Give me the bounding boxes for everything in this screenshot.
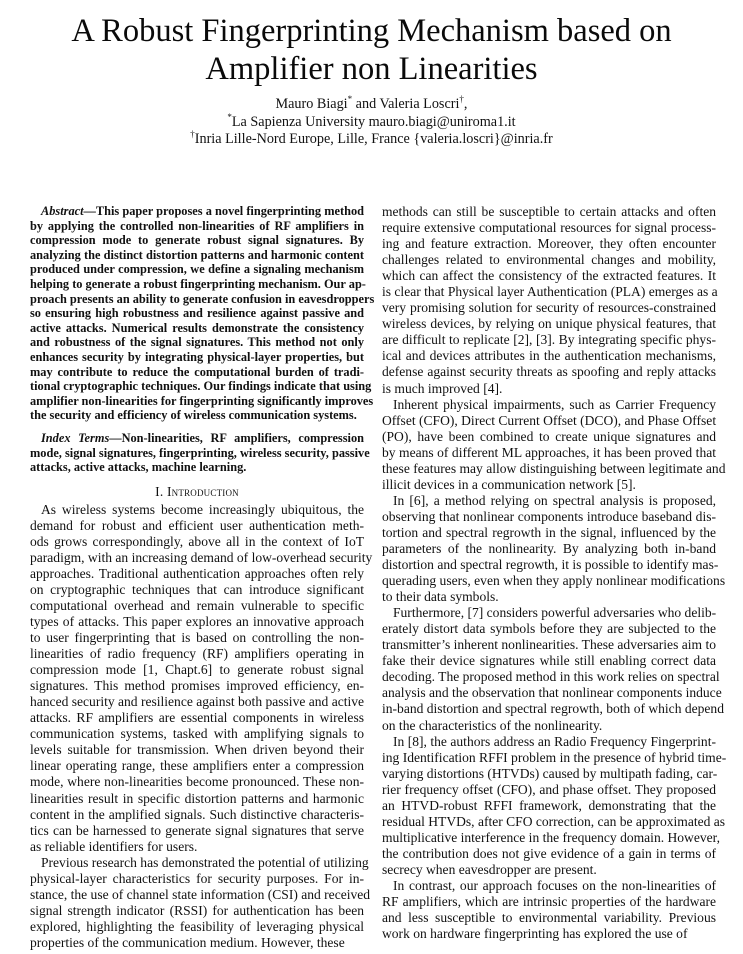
text-line: to their data symbols. — [382, 589, 499, 605]
text-line: linearities result in specific distortion patterns and harmonic — [30, 790, 364, 806]
author-line — [0, 96, 743, 114]
text-line: varying distortions (HTVDs) caused by multipath fading, car- — [382, 765, 718, 781]
text-line: Index Terms—Non-linearities, RF amplifiers, compression — [41, 430, 364, 445]
text-line: in-band distortion and spectral regrowth, both of which depend — [382, 701, 724, 717]
paragraph — [30, 204, 375, 423]
text-line: rier frequency offset (CFO), and phase offset. They proposed — [382, 781, 716, 797]
text-line: produced under compression, we define a signaling mechanism — [30, 262, 364, 277]
text-line: may contribute to reduce the computational burden of tradi- — [30, 364, 364, 379]
affiliation-mark: * — [227, 111, 232, 122]
text-line: linearities of radio frequency (RF) amplifiers operating in — [30, 646, 364, 662]
text-line: (PO), have been combined to create unique signatures and — [382, 428, 716, 444]
text-line: physical-layer characteristics for security purposes. For in- — [30, 870, 364, 886]
paragraph — [382, 605, 724, 733]
author-trail: , — [463, 96, 468, 112]
text-line: tics can be harnessed to generate signal signatures that serve — [30, 822, 364, 838]
text-line: decoding. The proposed method in this work relies on spectral — [382, 669, 720, 685]
paper-title — [0, 12, 743, 88]
text-line: multiplicative interference in the frequency domain. However, — [382, 829, 720, 845]
text-line: an HTVD-robust RFFI framework, demonstrating that the — [382, 797, 716, 813]
text-line: levels suitable for transmission. When driven beyond their — [30, 742, 364, 758]
affiliation-text: Inria Lille-Nord Europe, Lille, France {valeria.loscri}@inria.fr — [194, 131, 553, 147]
text-line: as reliable identifiers for users. — [30, 838, 198, 854]
text-line: the contribution does not give evidence of a gain in terms of — [382, 845, 716, 861]
text-line: As wireless systems become increasingly ubiquitous, the — [41, 501, 364, 517]
text-line: enhances security by integrating physical-layer properties, but — [30, 349, 364, 364]
text-line: so ensuring high robustness and resilience against passive and — [30, 306, 364, 321]
text-line: is much improved [4]. — [382, 380, 503, 396]
text-line: Offset (CFO), Direct Current Offset (DCO), and Phase Offset — [382, 412, 717, 428]
text-line: types of attacks. This paper explores an innovative approach — [30, 614, 364, 630]
right-column — [382, 204, 727, 942]
text-line: which can affect the consistency of the extracted features. It — [382, 268, 716, 284]
text-line: Furthermore, [7] considers powerful adversaries who delib- — [393, 605, 717, 621]
text-line: methods can still be susceptible to certain attacks and often — [382, 204, 716, 219]
affiliation-mark: * — [347, 94, 353, 104]
text-line: by applying the controlled non-linearities of RF amplifiers in — [30, 218, 364, 233]
text-line: properties of the communication medium. However, these — [30, 934, 345, 950]
text-line: linear operating range, these amplifiers enter a compression — [30, 758, 364, 774]
text-line: observing that nonlinear components introduce baseband dis- — [382, 508, 716, 524]
author-name: Mauro Biagi — [275, 96, 348, 112]
text-line: mode, where non-linearities become pronounced. These non- — [30, 774, 364, 790]
text-line: residual HTVDs, after CFO correction, can be approximated as — [382, 813, 726, 829]
text-line: to user fingerprinting that is based on controlling the non- — [30, 630, 364, 646]
text-line: defense against security threats as spoofing and reply attacks — [382, 364, 716, 380]
text-line: fake their device signatures while still enabling correct data — [382, 653, 716, 669]
paragraph — [382, 204, 716, 397]
author-block — [0, 96, 743, 149]
text-line: and robustness of the signal signatures. This method not only — [30, 335, 364, 350]
paragraph — [382, 492, 726, 605]
text-line: Inherent physical impairments, such as Carrier Frequency — [393, 396, 716, 412]
text-line: work on hardware fingerprinting has explored the use of — [382, 926, 688, 942]
text-line: illicit devices in a communication network [5]. — [382, 476, 636, 492]
text-line: stance, the use of channel state information (CSI) and received — [30, 886, 371, 902]
paragraph — [30, 854, 371, 951]
text-line: paradigm, with an increasing demand of low-overhead security — [30, 549, 373, 565]
text-line: on cryptographic techniques that can introduce significant — [30, 581, 364, 597]
text-line: very promising solution for security of resources-constrained — [382, 300, 716, 316]
title-line-1: A Robust Fingerprinting Mechanism based on — [71, 13, 672, 49]
section-heading: I. Introduction — [155, 483, 239, 499]
text-line: require extensive computational resources for signal process- — [382, 220, 716, 236]
text-line: approaches. Traditional authentication approaches often rely — [30, 565, 364, 581]
text-line: In [8], the authors address an Radio Frequency Fingerprint- — [393, 733, 716, 749]
text-line: demand for robust and efficient user authentication meth- — [30, 517, 364, 533]
affiliation-1 — [0, 111, 743, 132]
text-line: attacks, active attacks, machine learning. — [30, 460, 247, 475]
title-line-2: Amplifier non Linearities — [205, 51, 538, 87]
text-line: querading users, even when they apply nonlinear modifications — [382, 573, 726, 589]
paragraph — [382, 878, 716, 942]
text-line: communication systems, tasked with amplifying signals to — [30, 726, 364, 742]
paragraph — [382, 733, 727, 878]
text-line: signatures. This method promises improved efficiency, en- — [30, 678, 364, 694]
text-line: In [6], a method relying on spectral analysis is proposed, — [393, 492, 716, 508]
text-line: proach presents an ability to generate confusion in eavesdroppers — [30, 291, 375, 306]
text-line: ical and devices attributes in the authentication mechanisms, — [382, 348, 716, 364]
index-terms-label: Index Terms — [41, 430, 110, 445]
text-line: and less susceptible to environmental variability. Previous — [382, 910, 716, 926]
text-line: on the characteristics of the nonlinearity. — [382, 717, 603, 733]
text-line: ods grows correspondingly, above all in the context of IoT — [30, 533, 364, 549]
author-name: Valeria Loscri — [379, 96, 460, 112]
text-line: erately distort data symbols before they are subjected to the — [382, 621, 716, 637]
text-line: active attacks. Numerical results demonstrate the consistency — [30, 320, 364, 335]
text-line: tortion and spectral regrowth in the signal, influenced by the — [382, 524, 716, 540]
text-line: analysis and the observation that nonlinear components induce — [382, 685, 722, 701]
author-connector: and — [352, 96, 380, 112]
text-line: attacks. RF amplifiers are essential components in wireless — [30, 710, 364, 726]
text-line: RF amplifiers, which are intrinsic properties of the hardware — [382, 894, 716, 910]
text-line: transmitter’s inherent nonlinearities. These adversaries aim to — [382, 637, 716, 653]
text-line: Previous research has demonstrated the potential of utilizing — [41, 854, 369, 870]
text-line: wireless devices, by relying on unique physical features, that — [382, 316, 716, 332]
text-line: are difficult to replicate [2], [3]. By integrating specific phys- — [382, 332, 716, 348]
affiliation-2 — [0, 131, 743, 149]
text-line: the security and efficiency of wireless communication systems. — [30, 408, 357, 423]
text-line: signal strength indicator (RSSI) for authentication has been — [30, 902, 364, 918]
text-line: analyzing the distinct distortion patterns and harmonic content — [30, 247, 364, 262]
text-line: distortion and spectral regrowth, it is possible to identify mas- — [382, 557, 719, 573]
text-line: by means of different ML approaches, it has been proved that — [382, 444, 716, 460]
text-line: challenges related to environmental changes and mobility, — [382, 252, 716, 268]
text-line: compression mode [1, Chapt.6] to generate robust signal — [30, 662, 364, 678]
text-line: helping to generate a robust fingerprinting mechanism. Our ap- — [30, 276, 366, 291]
paragraph — [30, 430, 370, 475]
text-line: computational overhead and remain vulnerable to specific — [30, 597, 364, 613]
text-line: ing Identification RFFI problem in the presence of hybrid time- — [382, 749, 727, 765]
text-line: explored, highlighting the feasibility of leveraging physical — [30, 918, 364, 934]
affiliation-text: La Sapienza University mauro.biagi@uniroma1.it — [231, 113, 516, 130]
text-line: mode, signal signatures, fingerprinting, wireless security, passive — [30, 445, 370, 460]
text-line: these features may allow distinguishing between legitimate and — [382, 460, 726, 476]
left-column — [30, 204, 375, 951]
text-line: In contrast, our approach focuses on the non-linearities of — [393, 877, 716, 893]
introduction-left — [30, 501, 373, 951]
affiliation-mark: † — [459, 94, 464, 104]
abstract-label: Abstract — [41, 204, 84, 218]
paragraph — [382, 396, 726, 493]
text-line: content in the amplified signals. Such distinctive characteris- — [30, 806, 364, 822]
text-line: compression mode to generate robust signal signatures. By — [30, 233, 364, 248]
text-line: tional cryptographic techniques. Our findings indicate that using — [30, 379, 372, 394]
abstract — [30, 204, 375, 475]
text-line: Abstract—This paper proposes a novel fingerprinting method — [41, 204, 364, 218]
text-line: is clear that Physical layer Authentication (PLA) emerges as a — [382, 284, 718, 300]
text-line: parameters of the nonlinearity. By analyzing both in-band — [382, 540, 716, 556]
introduction-right — [382, 204, 727, 942]
text-line: amplifier non-linearities for fingerprinting significantly improves — [30, 393, 374, 408]
affiliation-mark: † — [190, 129, 195, 139]
text-line: ing and feature extraction. Moreover, they often encounter — [382, 236, 716, 252]
paragraph — [30, 501, 373, 855]
text-line: hanced security and resilience against both passive and active — [30, 694, 365, 710]
text-line: secrecy when eavesdropper are present. — [382, 861, 597, 877]
